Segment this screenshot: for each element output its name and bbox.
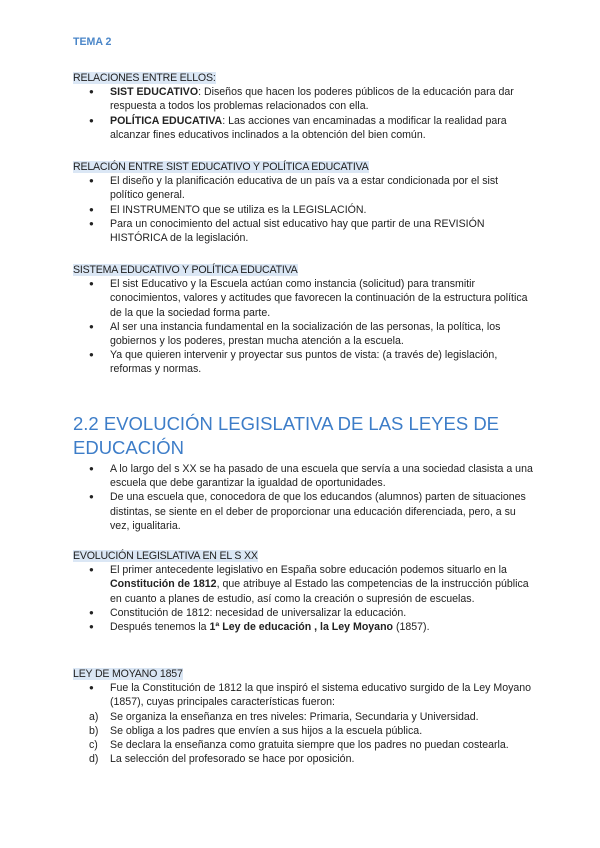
lettered-item: c) Se declara la enseñanza como gratuita siempre que los padres no puedan costearla.	[89, 739, 509, 752]
list-item: ● El primer antecedente legislativo en España sobre educación podemos situarlo en la Constitución de 1812, que atribuye al Estado las competencias de la instrucción pública en cuanto a planes de estudio, así como la creación o supresión de escuelas.	[73, 563, 533, 606]
list-item: ● A lo largo del s XX se ha pasado de una escuela que servía a una sociedad clasista a una escuela que debe garantizar la igualdad de oportunidades.	[73, 462, 533, 490]
section-moyano	[73, 667, 533, 766]
list-item: ● Después tenemos la 1ª Ley de educación , la Ley Moyano (1857).	[73, 620, 533, 634]
topic-title: TEMA 2	[73, 36, 112, 48]
list-item: ● Ya que quieren intervenir y proyectar sus puntos de vista: (a través de) legislación, reformas y normas.	[73, 348, 533, 376]
section-intro	[73, 462, 533, 533]
term: POLÍTICA EDUCATIVA	[110, 114, 223, 127]
section-header: RELACIONES ENTRE ELLOS:	[73, 72, 216, 84]
list-item: ● SIST EDUCATIVO: Diseños que hacen los poderes públicos de la educación para dar respuesta a todos los problemas relacionados con ella.	[73, 85, 533, 113]
section-evolucion	[73, 549, 533, 634]
list-item: ● POLÍTICA EDUCATIVA: Las acciones van encaminadas a modificar la realidad para alcanzar fines educativos inclinados a la obtención del bien común.	[73, 114, 533, 142]
list-item: ● De una escuela que, conocedora de que los educandos (alumnos) parten de situaciones distintas, se siente en el deber de proporcionar una educación diferenciada, pero, a su vez, igualitaria.	[73, 490, 533, 533]
section-header: RELACIÓN ENTRE SIST EDUCATIVO Y POLÍTICA EDUCATIVA	[73, 161, 369, 173]
section-header: SISTEMA EDUCATIVO Y POLÍTICA EDUCATIVA	[73, 264, 298, 276]
list-item: ● Al ser una instancia fundamental en la socialización de las personas, la política, los gobiernos y los poderes, prestan mucha atención a la escuela.	[73, 320, 533, 348]
list-item: ● El INSTRUMENTO que se utiliza es la LEGISLACIÓN.	[73, 203, 533, 217]
term: SIST EDUCATIVO	[110, 86, 199, 99]
section-header: EVOLUCIÓN LEGISLATIVA EN EL S XX	[73, 550, 258, 562]
list-item: ● El sist Educativo y la Escuela actúan como instancia (solicitud) para transmitir conocimientos, valores y actitudes que favorecen la continuación de la estructura política de la que la sociedad forma parte.	[73, 277, 533, 320]
lettered-item: b) Se obliga a los padres que envíen a sus hijos a la escuela pública.	[89, 724, 423, 737]
section-sistema-politica	[73, 263, 533, 377]
list-item: ● Para un conocimiento del actual sist educativo hay que partir de una REVISIÓN HISTÓRICA de la legislación.	[73, 217, 533, 245]
lettered-item: a) Se organiza la enseñanza en tres niveles: Primaria, Secundaria y Universidad.	[89, 710, 479, 723]
section-heading: 2.2 EVOLUCIÓN LEGISLATIVA DE LAS LEYES DE EDUCACIÓN	[73, 413, 500, 458]
lettered-item: d) La selección del profesorado se hace por oposición.	[89, 753, 355, 766]
list-item: ● Constitución de 1812: necesidad de universalizar la educación.	[73, 606, 533, 620]
section-relaciones	[73, 71, 533, 142]
list-item: ● El diseño y la planificación educativa de un país va a estar condicionada por el sist político general.	[73, 174, 533, 202]
list-item: ● Fue la Constitución de 1812 la que inspiró el sistema educativo surgido de la Ley Moyano (1857), cuyas principales características fueron:	[73, 681, 533, 709]
section-relacion-sist	[73, 160, 533, 245]
section-header: LEY DE MOYANO 1857	[73, 668, 183, 680]
